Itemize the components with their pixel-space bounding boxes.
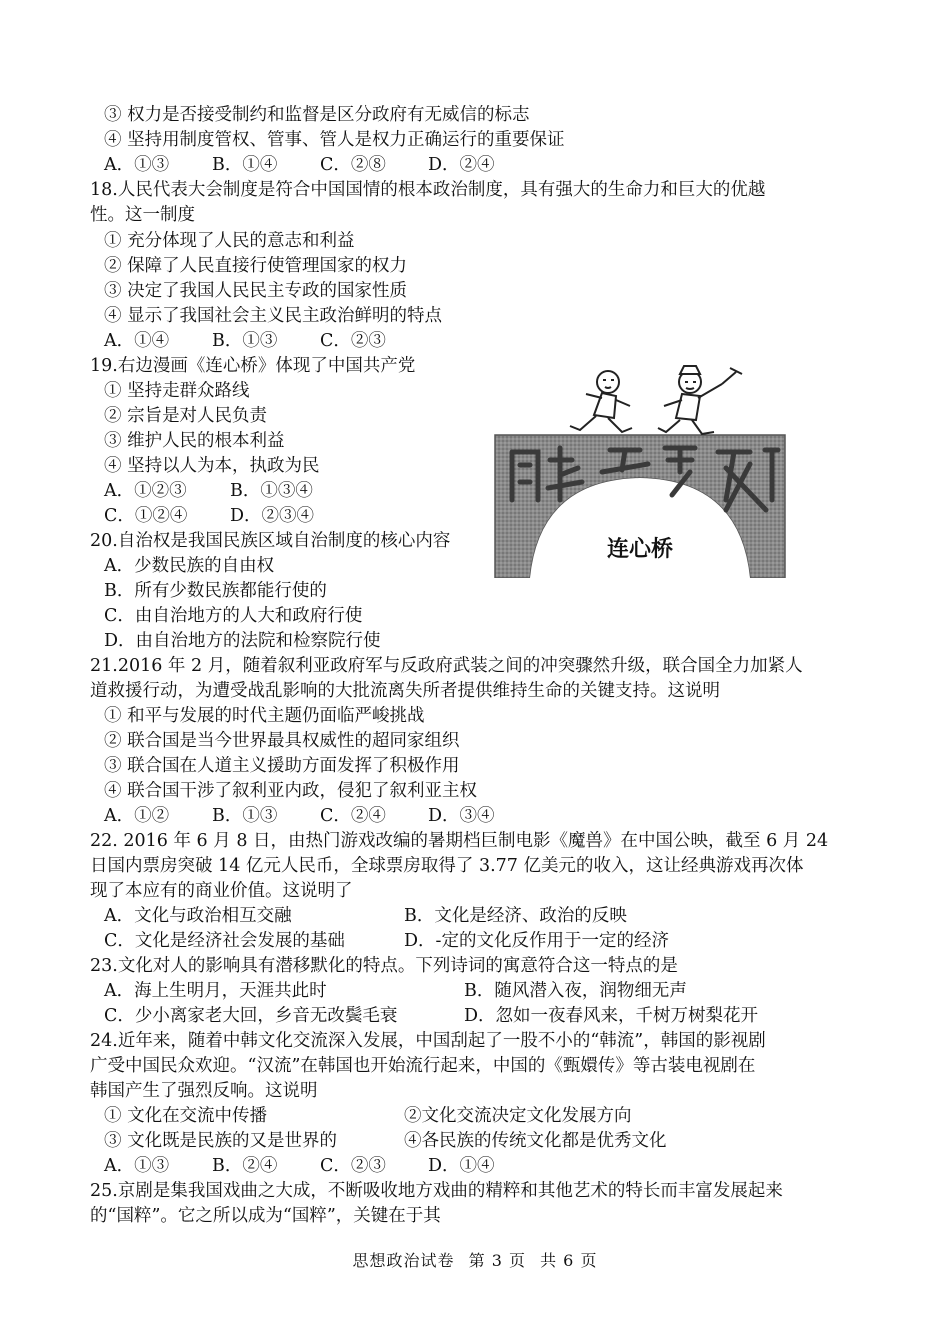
q18-item-3: ③ 决定了我国人民民主专政的国家性质 — [104, 281, 408, 301]
q24-choice-b: B．②④ — [212, 1156, 278, 1176]
q18-choice-b: B．①③ — [212, 331, 278, 351]
q19-item-2: ② 宗旨是对人民负责 — [104, 406, 268, 426]
q22-choice-a: A．文化与政治相互交融 — [104, 906, 292, 926]
q23-choice-d: D．忽如一夜春风来，千树万树梨花开 — [464, 1006, 759, 1026]
q24-stem-line1: 24.近年来，随着中韩文化交流深入发展，中国刮起了一股不小的“韩流”，韩国的影视剧 — [90, 1031, 766, 1051]
q20-stem: 20.自治权是我国民族区域自治制度的核心内容 — [90, 531, 451, 551]
q17-choice-c: C．②⑧ — [320, 155, 386, 175]
q18-stem-line2: 性。这一制度 — [90, 205, 195, 225]
q23-choice-a: A．海上生明月，天涯共此时 — [104, 981, 327, 1001]
q18-choice-a: A．①④ — [104, 331, 170, 351]
q19-choice-a: A．①②③ — [104, 481, 187, 501]
q17-choice-a: A．①③ — [104, 155, 170, 175]
runner-left-figure — [570, 371, 632, 432]
comic-caption: 连心桥 — [606, 537, 674, 562]
page-footer — [0, 1248, 950, 1271]
q25-stem-line1: 25.京剧是集我国戏曲之大成，不断吸收地方戏曲的精粹和其他艺术的特长而丰富发展起来 — [90, 1181, 783, 1201]
q24-choice-c: C．②③ — [320, 1156, 386, 1176]
q24-choice-d: D．①④ — [428, 1156, 495, 1176]
q25-stem-line2: 的“国粹”。它之所以成为“国粹”，关键在于其 — [90, 1206, 441, 1226]
q18-choice-c: C．②③ — [320, 331, 386, 351]
q22-choice-b: B．文化是经济、政治的反映 — [404, 906, 627, 926]
footer-total-pages: 共 6 页 — [540, 1251, 598, 1270]
q24-choice-a: A．①③ — [104, 1156, 170, 1176]
q24-item-1: ① 文化在交流中传播 — [104, 1106, 268, 1126]
q20-choice-c: C．由自治地方的人大和政府行使 — [104, 606, 363, 626]
q21-item-4: ④ 联合国干涉了叙利亚内政，侵犯了叙利亚主权 — [104, 781, 478, 801]
q21-choice-a: A．①② — [104, 806, 170, 826]
q19-item-3: ③ 维护人民的根本利益 — [104, 431, 285, 451]
q22-choice-d: D．-定的文化反作用于一定的经济 — [404, 931, 669, 951]
q19-stem: 19.右边漫画《连心桥》体现了中国共产党 — [90, 356, 416, 376]
q21-item-1: ① 和平与发展的时代主题仍面临严峻挑战 — [104, 706, 425, 726]
q24-stem-line2: 广受中国民众欢迎。“汉流”在韩国也开始流行起来，中国的《甄嬛传》等古装电视剧在 — [90, 1056, 756, 1076]
q18-item-4: ④ 显示了我国社会主义民主政治鲜明的特点 — [104, 306, 443, 326]
q19-choice-b: B．①③④ — [230, 481, 313, 501]
q20-choice-a: A．少数民族的自由权 — [104, 556, 275, 576]
q19-choice-d: D．②③④ — [230, 506, 315, 526]
comic-lianxinqiao — [490, 360, 790, 578]
q17-choice-d: D．②④ — [428, 155, 495, 175]
q24-item-4: ④各民族的传统文化都是优秀文化 — [404, 1131, 667, 1151]
q23-stem: 23.文化对人的影响具有潜移默化的特点。下列诗词的寓意符合这一特点的是 — [90, 956, 678, 976]
q17-option-4: ④ 坚持用制度管权、管事、管人是权力正确运行的重要保证 — [104, 130, 565, 150]
q22-stem-line2: 日国内票房突破 14 亿元人民币，全球票房取得了 3.77 亿美元的收入，这让经典游戏再次体 — [90, 856, 804, 876]
q20-choice-b: B．所有少数民族都能行使的 — [104, 581, 327, 601]
q21-choice-b: B．①③ — [212, 806, 278, 826]
q23-choice-b: B．随风潜入夜，润物细无声 — [464, 981, 687, 1001]
q24-stem-line3: 韩国产生了强烈反响。这说明 — [90, 1081, 318, 1101]
bridge-comic-illustration — [490, 360, 790, 578]
q20-choice-d: D．由自治地方的法院和检察院行使 — [104, 631, 381, 651]
q17-choice-b: B．①④ — [212, 155, 278, 175]
q21-stem-line2: 道救援行动，为遭受战乱影响的大批流离失所者提供维持生命的关键支持。这说明 — [90, 681, 720, 701]
q18-item-1: ① 充分体现了人民的意志和利益 — [104, 231, 355, 251]
q17-option-3: ③ 权力是否接受制约和监督是区分政府有无威信的标志 — [104, 105, 530, 125]
q24-item-2: ②文化交流决定文化发展方向 — [404, 1106, 632, 1126]
footer-page-number: 第 3 页 — [468, 1251, 526, 1270]
q19-choice-c: C．①②④ — [104, 506, 188, 526]
q21-choice-d: D．③④ — [428, 806, 495, 826]
runner-right-figure — [658, 366, 742, 434]
q22-choice-c: C．文化是经济社会发展的基础 — [104, 931, 345, 951]
q22-stem-line1: 22. 2016 年 6 月 8 日，由热门游戏改编的暑期档巨制电影《魔兽》在中国公映，截至 6 月 24 — [90, 831, 829, 851]
q23-choice-c: C．少小离家老大回，乡音无改鬓毛衰 — [104, 1006, 398, 1026]
q21-item-3: ③ 联合国在人道主义援助方面发挥了积极作用 — [104, 756, 460, 776]
q19-item-4: ④ 坚持以人为本，执政为民 — [104, 456, 320, 476]
q24-item-3: ③ 文化既是民族的又是世界的 — [104, 1131, 338, 1151]
footer-title: 思想政治试卷 — [352, 1251, 455, 1270]
q19-item-1: ① 坚持走群众路线 — [104, 381, 250, 401]
q18-stem-line1: 18.人民代表大会制度是符合中国国情的根本政治制度，具有强大的生命力和巨大的优越 — [90, 180, 766, 200]
q22-stem-line3: 现了本应有的商业价值。这说明了 — [90, 881, 353, 901]
q21-stem-line1: 21.2016 年 2 月，随着叙利亚政府军与反政府武装之间的冲突骤然升级，联合国全力加紧人 — [90, 656, 803, 676]
q18-item-2: ② 保障了人民直接行使管理国家的权力 — [104, 256, 408, 276]
q21-item-2: ② 联合国是当今世界最具权威性的超同家组织 — [104, 731, 460, 751]
q21-choice-c: C．②④ — [320, 806, 386, 826]
